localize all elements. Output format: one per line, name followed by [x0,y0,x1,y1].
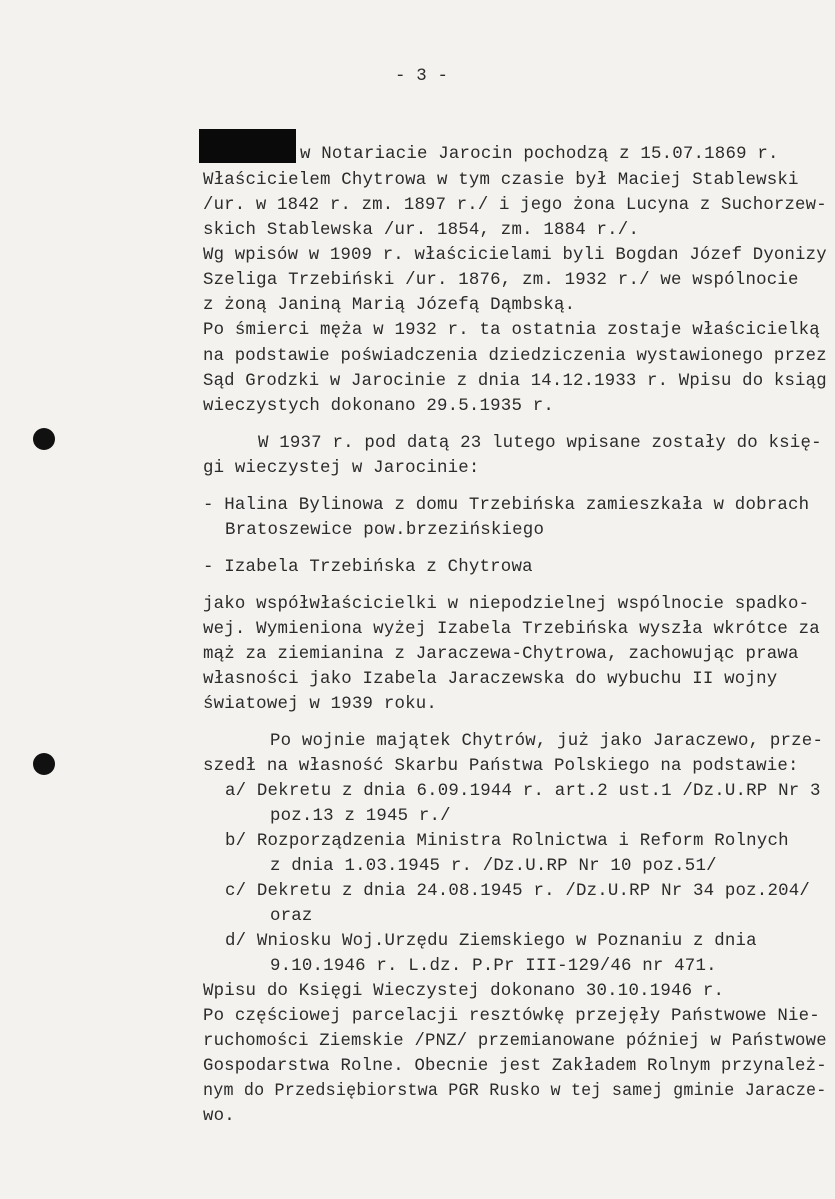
punch-hole [33,428,55,450]
text-line: Sąd Grodzki w Jarocinie z dnia 14.12.1933 r. Wpisu do ksiąg [203,372,827,391]
punch-hole [33,753,55,775]
list-item: a/ Dekretu z dnia 6.09.1944 r. art.2 ust.1 /Dz.U.RP Nr 3 [225,782,821,801]
text-line: w Notariacie Jarocin pochodzą z 15.07.1869 r. [300,145,779,164]
text-line: Wg wpisów w 1909 r. właścicielami byli Bogdan Józef Dyonizy [203,246,827,265]
text-line: na podstawie poświadczenia dziedziczenia wystawionego przez [203,347,827,366]
text-line: skich Stablewska /ur. 1854, zm. 1884 r./. [203,221,640,240]
text-line: Gospodarstwa Rolne. Obecnie jest Zakładem Rolnym przynależ- [203,1057,827,1076]
list-item-continuation: poz.13 z 1945 r./ [270,807,451,826]
list-item-continuation: Bratoszewice pow.brzezińskiego [225,521,545,540]
text-line: Po śmierci męża w 1932 r. ta ostatnia zostaje właścicielką [203,321,820,340]
text-line: wieczystych dokonano 29.5.1935 r. [203,397,554,416]
text-line: Po wojnie majątek Chytrów, już jako Jaraczewo, prze- [270,732,824,751]
text-line: Po częściowej parcelacji resztówkę przejęły Państwowe Nie- [203,1007,820,1026]
text-line: nym do Przedsiębiorstwa PGR Rusko w tej samej gminie Jaracze- [203,1082,827,1101]
redaction-block [199,129,296,163]
text-line: szedł na własność Skarbu Państwa Polskiego na podstawie: [203,757,799,776]
text-line: /ur. w 1842 r. zm. 1897 r./ i jego żona Lucyna z Suchorzew- [203,196,827,215]
text-line: wo. [203,1107,235,1126]
list-item: b/ Rozporządzenia Ministra Rolnictwa i Reform Rolnych [225,832,789,851]
list-item-continuation: 9.10.1946 r. L.dz. P.Pr III-129/46 nr 471. [270,957,717,976]
text-line: mąż za ziemianina z Jaraczewa-Chytrowa, zachowując prawa [203,645,799,664]
text-line: światowej w 1939 roku. [203,695,437,714]
text-line: W 1937 r. pod datą 23 lutego wpisane zostały do księ- [258,434,822,453]
text-line: własności jako Izabela Jaraczewska do wybuchu II wojny [203,670,778,689]
list-item-continuation: oraz [270,907,313,926]
list-item: d/ Wniosku Woj.Urzędu Ziemskiego w Poznaniu z dnia [225,932,757,951]
text-line: ruchomości Ziemskie /PNZ/ przemianowane później w Państwowe [203,1032,827,1051]
text-line: jako współwłaścicielki w niepodzielnej wspólnocie spadko- [203,595,810,614]
text-line: Wpisu do Księgi Wieczystej dokonano 30.10.1946 r. [203,982,725,1001]
list-item-continuation: z dnia 1.03.1945 r. /Dz.U.RP Nr 10 poz.51/ [270,857,717,876]
list-item: c/ Dekretu z dnia 24.08.1945 r. /Dz.U.RP Nr 34 poz.204/ [225,882,810,901]
text-line: gi wieczystej w Jarocinie: [203,459,480,478]
text-line: z żoną Janiną Marią Józefą Dąmbską. [203,296,576,315]
list-item: - Izabela Trzebińska z Chytrowa [203,558,533,577]
text-line: wej. Wymieniona wyżej Izabela Trzebińska wyszła wkrótce za [203,620,820,639]
page-number: - 3 - [395,67,449,86]
list-item: - Halina Bylinowa z domu Trzebińska zamieszkała w dobrach [203,496,810,515]
text-line: Właścicielem Chytrowa w tym czasie był Maciej Stablewski [203,171,799,190]
text-line: Szeliga Trzebiński /ur. 1876, zm. 1932 r./ we wspólnocie [203,271,799,290]
